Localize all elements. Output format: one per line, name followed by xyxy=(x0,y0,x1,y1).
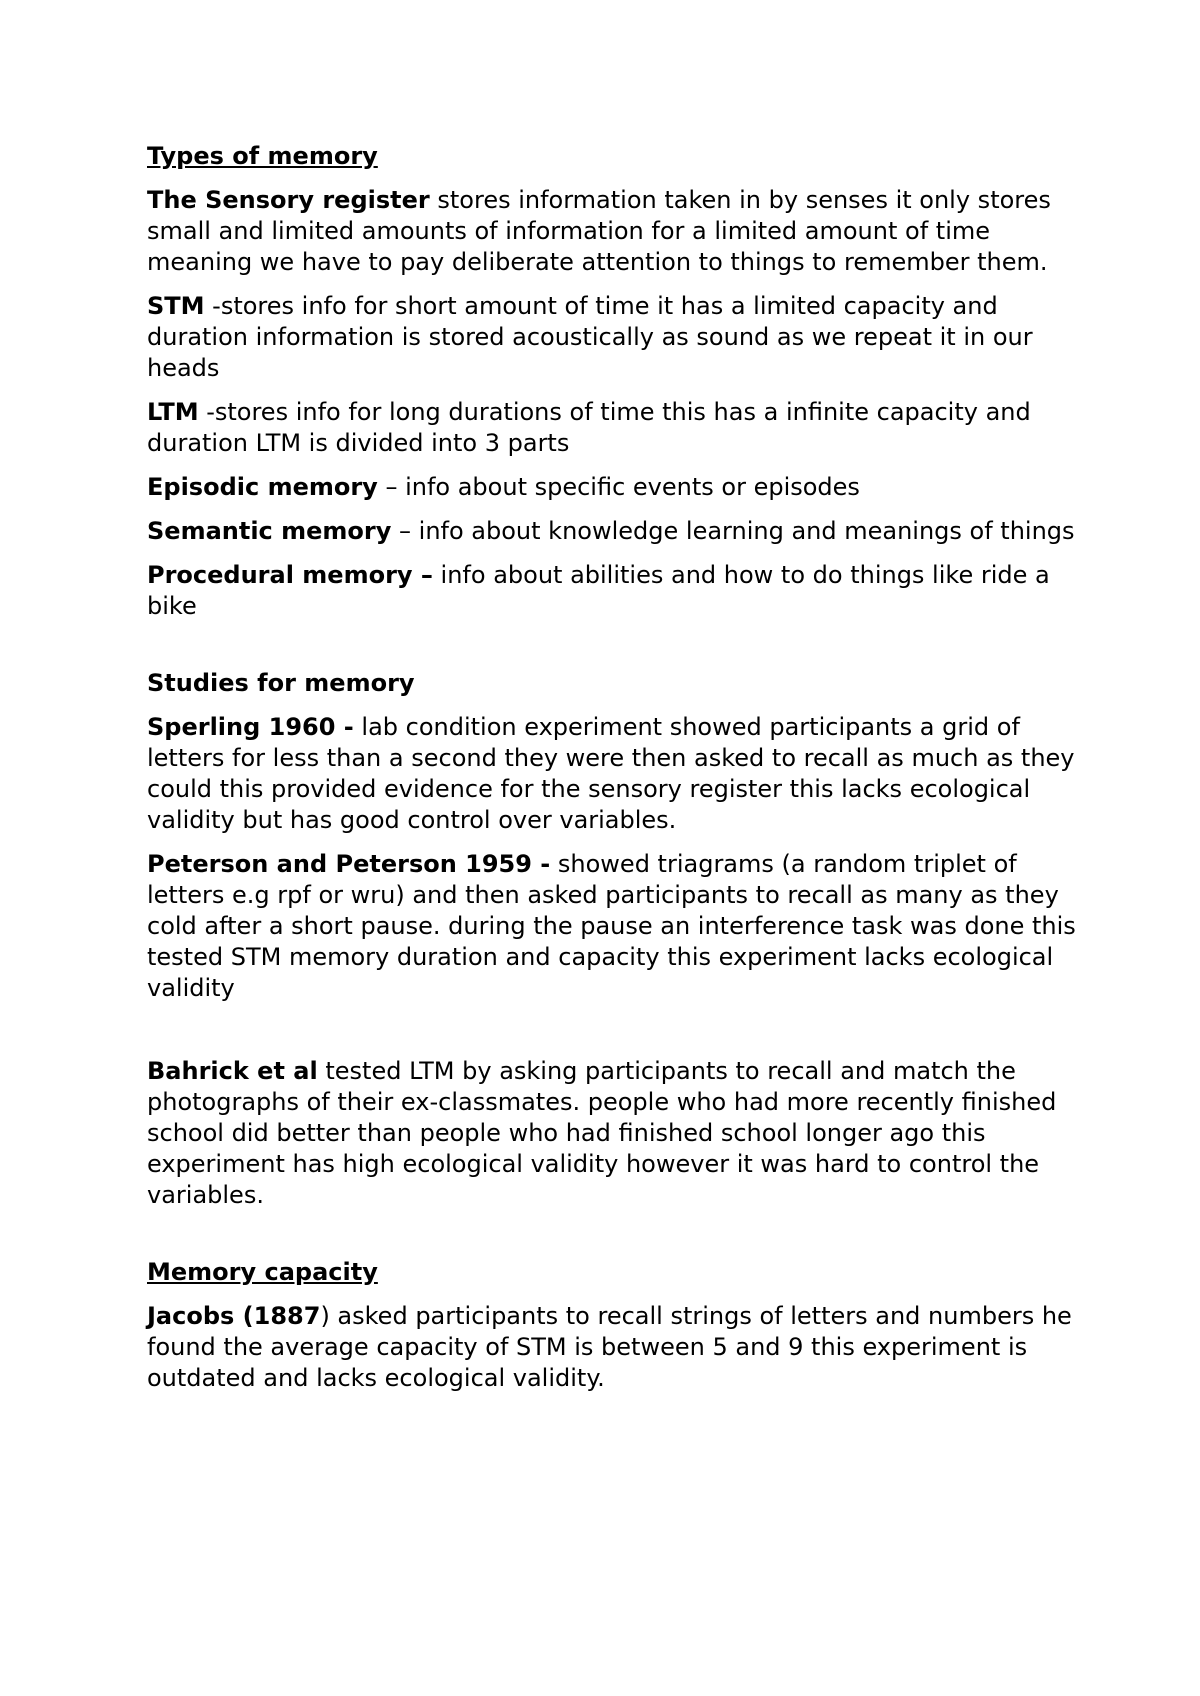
definition: lab condition experiment showed participants a grid of letters for less than a second they were then asked to recall as much as they could this provided evidence for the sensory register this lacks ecological validity but has good control over variables. xyxy=(147,713,1075,834)
definition: tested LTM by asking participants to recall and match the photographs of their ex-classmates. people who had more recently finished school did better than people who had finished school longer ago this experiment has high ecological validity however it was hard to control the variables. xyxy=(147,1057,1057,1209)
definition: showed triagrams (a random triplet of letters e.g rpf or wru) and then asked participants to recall as many as they cold after a short pause. during the pause an interference task was done this tested STM memory duration and capacity this experiment lacks ecological validity xyxy=(147,850,1076,1002)
paragraph-stm xyxy=(147,291,1077,384)
paragraph-sensory-register xyxy=(147,185,1077,278)
heading-studies-for-memory: Studies for memory xyxy=(147,669,415,697)
term: Peterson and Peterson 1959 - xyxy=(147,850,551,878)
term: STM xyxy=(147,292,205,320)
definition: ) asked participants to recall strings of letters and numbers he found the average capacity of STM is between 5 and 9 this experiment is outdated and lacks ecological validity. xyxy=(147,1302,1072,1392)
paragraph-ltm xyxy=(147,397,1077,459)
paragraph-bahrick xyxy=(147,1056,1077,1211)
definition: – info about specific events or episodes xyxy=(377,473,860,501)
paragraph-sperling xyxy=(147,712,1077,836)
paragraph-peterson xyxy=(147,849,1077,1004)
paragraph-procedural-memory xyxy=(147,560,1077,622)
term: Procedural memory – xyxy=(147,561,433,589)
definition: – info about knowledge learning and meanings of things xyxy=(391,517,1075,545)
document-body xyxy=(147,141,1077,1407)
definition: info about abilities and how to do things like ride a bike xyxy=(147,561,1050,620)
heading-memory-capacity: Memory capacity xyxy=(147,1258,378,1286)
paragraph-jacobs xyxy=(147,1301,1077,1394)
term: Jacobs (1887 xyxy=(147,1302,321,1330)
definition: -stores info for short amount of time it has a limited capacity and duration information is stored acoustically as sound as we repeat it in our heads xyxy=(147,292,1033,382)
definition: stores information taken in by senses it only stores small and limited amounts of information for a limited amount of time meaning we have to pay deliberate attention to things to remember them. xyxy=(147,186,1051,276)
paragraph-semantic-memory xyxy=(147,516,1077,547)
term: Semantic memory xyxy=(147,517,392,545)
term: Episodic memory xyxy=(147,473,378,501)
definition: -stores info for long durations of time this has a infinite capacity and duration LTM is divided into 3 parts xyxy=(147,398,1031,457)
term: Sperling 1960 - xyxy=(147,713,354,741)
paragraph-episodic-memory xyxy=(147,472,1077,503)
term: The Sensory register xyxy=(147,186,430,214)
term: LTM xyxy=(147,398,199,426)
heading-types-of-memory: Types of memory xyxy=(147,142,378,170)
term: Bahrick et al xyxy=(147,1057,318,1085)
